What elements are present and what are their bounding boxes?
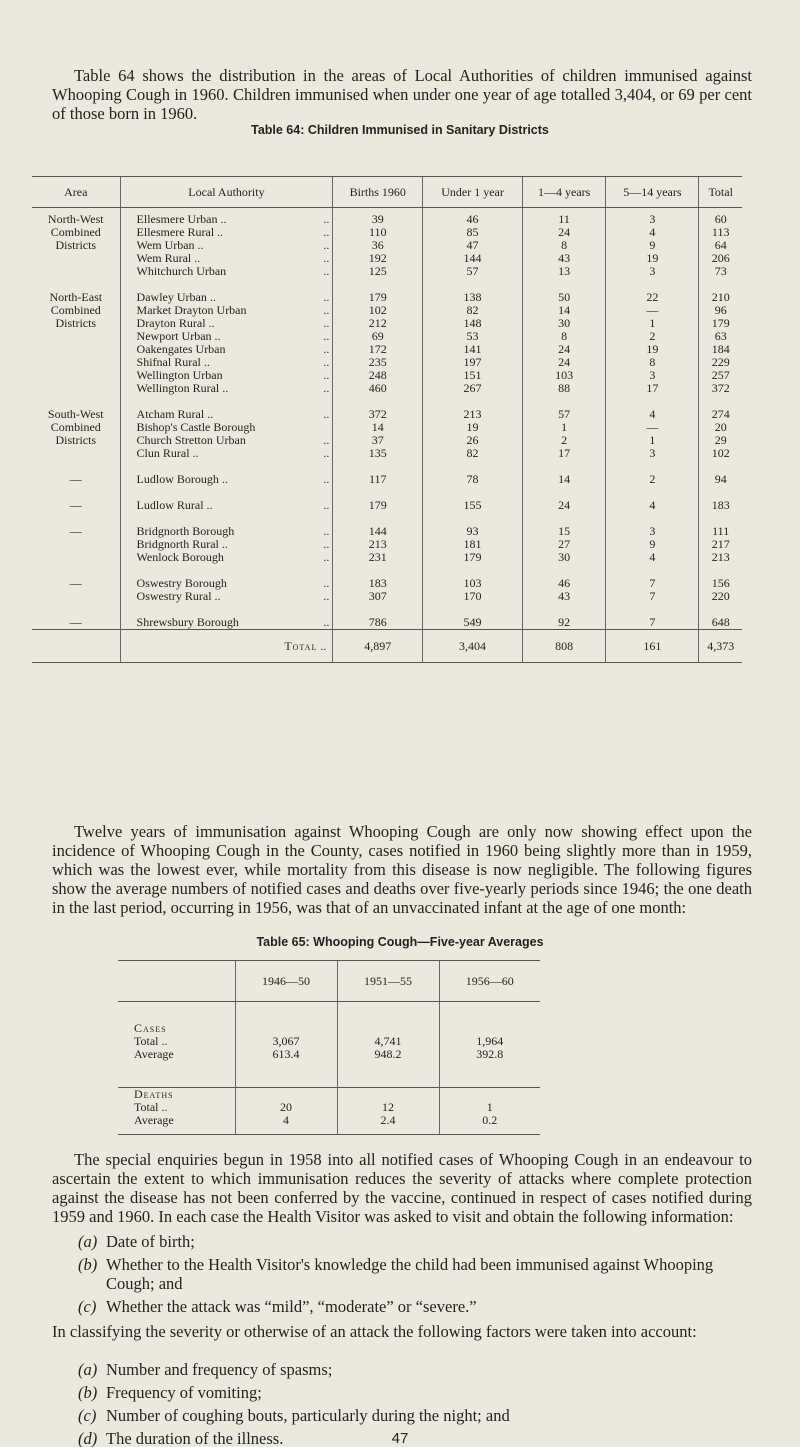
authority-name: Ellesmere Urban .. bbox=[136, 212, 227, 226]
number-cell: 4 bbox=[606, 551, 699, 564]
cell: 12 bbox=[337, 1101, 439, 1114]
leader-dots: .. bbox=[323, 498, 330, 512]
row-label: Total .. bbox=[134, 1100, 168, 1114]
number-cell: 94 bbox=[699, 473, 742, 486]
total-row bbox=[32, 630, 742, 663]
item-marker: (c) bbox=[78, 1297, 97, 1316]
number-cell: 183 bbox=[333, 577, 423, 590]
number-cell: 15 bbox=[522, 525, 606, 538]
number-cell: 170 bbox=[423, 590, 523, 603]
number-cell: 213 bbox=[699, 551, 742, 564]
number-cell: 2 bbox=[522, 434, 606, 447]
number-cell: 2 bbox=[606, 330, 699, 343]
number-cell: 3 bbox=[606, 208, 699, 227]
number-cell: 231 bbox=[333, 551, 423, 564]
area-cell: North-West bbox=[47, 212, 104, 226]
local-authority-cell bbox=[120, 208, 333, 227]
item-marker: (c) bbox=[78, 1406, 97, 1425]
number-cell: 179 bbox=[699, 317, 742, 330]
number-cell: 20 bbox=[699, 421, 742, 434]
total-value: 808 bbox=[522, 630, 606, 663]
area-cell bbox=[32, 356, 120, 369]
item-text: Frequency of vomiting; bbox=[106, 1383, 262, 1402]
number-cell: 19 bbox=[606, 252, 699, 265]
area-cell: — bbox=[69, 615, 82, 629]
cell: 4,741 bbox=[337, 1035, 439, 1048]
column-header: Under 1 year bbox=[423, 177, 523, 208]
table-64 bbox=[32, 176, 742, 663]
list-item bbox=[78, 1360, 758, 1379]
paragraph-3: The special enquiries begun in 1958 into all notified cases of Whooping Cough in an endeavour to ascertain the extent to which immunisation reduces the severity of attacks where complete protection against the disease has not been conferred by the vaccine, continued in respect of cases notified during 1959 and 1960. In each case the Health Visitor was asked to visit and obtain the following information: bbox=[52, 1150, 752, 1226]
number-cell: 7 bbox=[606, 590, 699, 603]
number-cell: 1 bbox=[522, 421, 606, 434]
column-header: 1—4 years bbox=[522, 177, 606, 208]
number-cell: 50 bbox=[522, 291, 606, 304]
number-cell: 156 bbox=[699, 577, 742, 590]
item-text: Number of coughing bouts, particularly during the night; and bbox=[106, 1406, 510, 1425]
table-64-caption: Table 64: Children Immunised in Sanitary Districts bbox=[251, 123, 549, 137]
number-cell: 8 bbox=[522, 330, 606, 343]
item-marker: (b) bbox=[78, 1255, 98, 1274]
number-cell: 29 bbox=[699, 434, 742, 447]
leader-dots: .. bbox=[323, 212, 330, 226]
leader-dots: .. bbox=[323, 225, 330, 239]
number-cell: 110 bbox=[333, 226, 423, 239]
area-cell: Districts bbox=[55, 316, 97, 330]
number-cell: 192 bbox=[333, 252, 423, 265]
authority-name: Whitchurch Urban bbox=[136, 264, 227, 278]
local-authority-cell bbox=[120, 590, 333, 603]
area-cell: — bbox=[69, 576, 82, 590]
number-cell: 372 bbox=[699, 382, 742, 395]
local-authority-cell bbox=[120, 551, 333, 564]
area-cell: — bbox=[69, 498, 82, 512]
item-marker: (d) bbox=[78, 1429, 98, 1447]
number-cell: 85 bbox=[423, 226, 523, 239]
leader-dots: .. bbox=[323, 290, 330, 304]
table-row bbox=[32, 447, 742, 460]
number-cell: 235 bbox=[333, 356, 423, 369]
area-cell: Combined bbox=[50, 225, 101, 239]
leader-dots: .. bbox=[323, 589, 330, 603]
total-label-cell bbox=[120, 630, 333, 663]
area-cell bbox=[32, 538, 120, 551]
number-cell: 179 bbox=[333, 291, 423, 304]
number-cell: 3 bbox=[606, 525, 699, 538]
number-cell: 172 bbox=[333, 343, 423, 356]
leader-dots: .. bbox=[320, 638, 327, 653]
col-header: 1956—60 bbox=[439, 961, 540, 1002]
number-cell: 786 bbox=[333, 616, 423, 630]
authority-name: Market Drayton Urban bbox=[136, 303, 247, 317]
number-cell: 46 bbox=[522, 577, 606, 590]
number-cell: 92 bbox=[522, 616, 606, 630]
cell: 2.4 bbox=[337, 1114, 439, 1135]
number-cell: 179 bbox=[423, 551, 523, 564]
number-cell: 14 bbox=[522, 304, 606, 317]
leader-dots: .. bbox=[323, 446, 330, 460]
table-row bbox=[32, 499, 742, 512]
leader-dots: .. bbox=[323, 433, 330, 447]
authority-name: Shrewsbury Borough bbox=[136, 615, 239, 629]
number-cell: 135 bbox=[333, 447, 423, 460]
item-text: Number and frequency of spasms; bbox=[106, 1360, 333, 1379]
number-cell: 1 bbox=[606, 317, 699, 330]
cell: 0.2 bbox=[439, 1114, 540, 1135]
list-item bbox=[78, 1297, 758, 1316]
number-cell: 93 bbox=[423, 525, 523, 538]
cell: 4 bbox=[235, 1114, 337, 1135]
leader-dots: .. bbox=[323, 537, 330, 551]
number-cell: 648 bbox=[699, 616, 742, 630]
number-cell: 17 bbox=[606, 382, 699, 395]
authority-name: Shifnal Rural .. bbox=[136, 355, 210, 369]
paragraph-4: In classifying the severity or otherwise of an attack the following factors were taken into account: bbox=[52, 1322, 697, 1341]
number-cell: 138 bbox=[423, 291, 523, 304]
number-cell: 151 bbox=[423, 369, 523, 382]
number-cell: 8 bbox=[522, 239, 606, 252]
number-cell: 144 bbox=[333, 525, 423, 538]
number-cell: 7 bbox=[606, 616, 699, 630]
area-cell bbox=[32, 265, 120, 278]
number-cell: 102 bbox=[699, 447, 742, 460]
number-cell: 24 bbox=[522, 343, 606, 356]
number-cell: — bbox=[606, 304, 699, 317]
list-item bbox=[78, 1255, 758, 1293]
number-cell: 1 bbox=[606, 434, 699, 447]
leader-dots: .. bbox=[323, 316, 330, 330]
number-cell: 47 bbox=[423, 239, 523, 252]
number-cell: 274 bbox=[699, 408, 742, 421]
item-marker: (b) bbox=[78, 1383, 98, 1402]
authority-name: Wem Urban .. bbox=[136, 238, 204, 252]
item-text: Whether to the Health Visitor's knowledge the child had been immunised against Whooping Cough; and bbox=[106, 1255, 714, 1293]
number-cell: 206 bbox=[699, 252, 742, 265]
number-cell: 212 bbox=[333, 317, 423, 330]
authority-name: Dawley Urban .. bbox=[136, 290, 216, 304]
leader-dots: .. bbox=[323, 329, 330, 343]
area-cell bbox=[32, 369, 120, 382]
number-cell: 64 bbox=[699, 239, 742, 252]
total-value: 4,373 bbox=[699, 630, 742, 663]
table-row bbox=[32, 473, 742, 486]
number-cell: 46 bbox=[423, 208, 523, 227]
leader-dots: .. bbox=[323, 524, 330, 538]
leader-dots: .. bbox=[323, 550, 330, 564]
number-cell: 39 bbox=[333, 208, 423, 227]
number-cell: 24 bbox=[522, 226, 606, 239]
number-cell: 9 bbox=[606, 239, 699, 252]
local-authority-cell bbox=[120, 447, 333, 460]
empty-cell bbox=[32, 630, 120, 663]
number-cell: 11 bbox=[522, 208, 606, 227]
authority-name: Wellington Rural .. bbox=[136, 381, 229, 395]
area-cell: — bbox=[69, 472, 82, 486]
number-cell: 220 bbox=[699, 590, 742, 603]
number-cell: 267 bbox=[423, 382, 523, 395]
column-header: Area bbox=[32, 177, 120, 208]
authority-name: Atcham Rural .. bbox=[136, 407, 214, 421]
area-cell bbox=[32, 330, 120, 343]
number-cell: 43 bbox=[522, 590, 606, 603]
total-value: 3,404 bbox=[423, 630, 523, 663]
area-cell: — bbox=[69, 524, 82, 538]
column-header: Local Authority bbox=[120, 177, 333, 208]
column-header: 5—14 years bbox=[606, 177, 699, 208]
table-row bbox=[32, 616, 742, 630]
authority-name: Bishop's Castle Borough bbox=[136, 420, 256, 434]
area-cell: Combined bbox=[50, 303, 101, 317]
area-cell bbox=[32, 252, 120, 265]
authority-name: Oakengates Urban bbox=[136, 342, 226, 356]
table-65-caption: Table 65: Whooping Cough—Five-year Averages bbox=[256, 935, 544, 949]
table-row bbox=[32, 265, 742, 278]
number-cell: 19 bbox=[423, 421, 523, 434]
number-cell: 30 bbox=[522, 551, 606, 564]
area-cell: North-East bbox=[49, 290, 103, 304]
number-cell: 183 bbox=[699, 499, 742, 512]
number-cell: 155 bbox=[423, 499, 523, 512]
number-cell: 19 bbox=[606, 343, 699, 356]
number-cell: 184 bbox=[699, 343, 742, 356]
number-cell: 4 bbox=[606, 226, 699, 239]
number-cell: 4 bbox=[606, 408, 699, 421]
number-cell: 257 bbox=[699, 369, 742, 382]
col-header: 1951—55 bbox=[337, 961, 439, 1002]
cell: 1,964 bbox=[439, 1035, 540, 1048]
number-cell: 53 bbox=[423, 330, 523, 343]
number-cell: 78 bbox=[423, 473, 523, 486]
total-label: Total bbox=[284, 638, 318, 653]
number-cell: 213 bbox=[423, 408, 523, 421]
number-cell: 60 bbox=[699, 208, 742, 227]
number-cell: 372 bbox=[333, 408, 423, 421]
number-cell: 179 bbox=[333, 499, 423, 512]
number-cell: 88 bbox=[522, 382, 606, 395]
number-cell: 26 bbox=[423, 434, 523, 447]
area-cell bbox=[32, 590, 120, 603]
number-cell: 141 bbox=[423, 343, 523, 356]
authority-name: Ludlow Rural .. bbox=[136, 498, 213, 512]
authority-name: Clun Rural .. bbox=[136, 446, 199, 460]
row-label: Average bbox=[134, 1047, 174, 1061]
leader-dots: .. bbox=[323, 355, 330, 369]
authority-name: Ellesmere Rural .. bbox=[136, 225, 224, 239]
number-cell: 117 bbox=[333, 473, 423, 486]
number-cell: 57 bbox=[423, 265, 523, 278]
table-row bbox=[32, 382, 742, 395]
authority-name: Church Stretton Urban bbox=[136, 433, 246, 447]
authority-name: Wenlock Borough bbox=[136, 550, 224, 564]
total-value: 161 bbox=[606, 630, 699, 663]
number-cell: 63 bbox=[699, 330, 742, 343]
local-authority-cell bbox=[120, 473, 333, 486]
number-cell: 37 bbox=[333, 434, 423, 447]
number-cell: 111 bbox=[699, 525, 742, 538]
authority-name: Wem Rural .. bbox=[136, 251, 201, 265]
number-cell: 460 bbox=[333, 382, 423, 395]
cell: 613.4 bbox=[235, 1048, 337, 1061]
item-text: The duration of the illness. bbox=[106, 1429, 284, 1447]
list-item bbox=[78, 1406, 758, 1425]
leader-dots: .. bbox=[323, 238, 330, 252]
area-cell bbox=[32, 343, 120, 356]
column-header: Total bbox=[699, 177, 742, 208]
number-cell: 102 bbox=[333, 304, 423, 317]
number-cell: 2 bbox=[606, 473, 699, 486]
local-authority-cell bbox=[120, 265, 333, 278]
cell: 3,067 bbox=[235, 1035, 337, 1048]
paragraph-2: Twelve years of immunisation against Whooping Cough are only now showing effect upon the incidence of Whooping Cough in the County, cases notified in 1960 being slightly more than in 1959, which was the lowest ever, while mortality from this disease is now negligible. The following figures show the average numbers of notified cases and deaths over five-yearly periods since 1946; the one death in the last period, occurring in 1956, was that of an unvaccinated infant at the age of one month: bbox=[52, 822, 752, 917]
leader-dots: .. bbox=[323, 303, 330, 317]
number-cell: 30 bbox=[522, 317, 606, 330]
number-cell: 181 bbox=[423, 538, 523, 551]
number-cell: 125 bbox=[333, 265, 423, 278]
number-cell: 24 bbox=[522, 499, 606, 512]
authority-name: Wellington Urban bbox=[136, 368, 223, 382]
local-authority-cell bbox=[120, 499, 333, 512]
number-cell: 197 bbox=[423, 356, 523, 369]
cell: 948.2 bbox=[337, 1048, 439, 1061]
area-cell bbox=[32, 551, 120, 564]
number-cell: 17 bbox=[522, 447, 606, 460]
area-cell bbox=[32, 382, 120, 395]
table-row bbox=[32, 208, 742, 227]
deaths-heading: Deaths bbox=[118, 1088, 235, 1102]
row-label: Average bbox=[118, 1114, 235, 1135]
number-cell: 549 bbox=[423, 616, 523, 630]
number-cell: 57 bbox=[522, 408, 606, 421]
page-number: 47 bbox=[391, 1430, 409, 1447]
table-65 bbox=[118, 960, 540, 1135]
total-value: 4,897 bbox=[333, 630, 423, 663]
authority-name: Oswestry Borough bbox=[136, 576, 227, 590]
intro-paragraph: Table 64 shows the distribution in the areas of Local Authorities of children immunised against Whooping Cough in 1960. Children immunised when under one year of age totalled 3,404, or 69 per cent of those born in 1960. bbox=[52, 66, 752, 123]
number-cell: 3 bbox=[606, 265, 699, 278]
authority-name: Newport Urban .. bbox=[136, 329, 221, 343]
number-cell: 14 bbox=[333, 421, 423, 434]
number-cell: 8 bbox=[606, 356, 699, 369]
leader-dots: .. bbox=[323, 264, 330, 278]
local-authority-cell bbox=[120, 382, 333, 395]
cell: 20 bbox=[235, 1101, 337, 1114]
number-cell: 36 bbox=[333, 239, 423, 252]
number-cell: 113 bbox=[699, 226, 742, 239]
authority-name: Ludlow Borough .. bbox=[136, 472, 228, 486]
number-cell: 24 bbox=[522, 356, 606, 369]
number-cell: 144 bbox=[423, 252, 523, 265]
number-cell: 9 bbox=[606, 538, 699, 551]
leader-dots: .. bbox=[323, 251, 330, 265]
number-cell: 3 bbox=[606, 447, 699, 460]
cases-heading: Cases bbox=[134, 1021, 167, 1035]
number-cell: 103 bbox=[522, 369, 606, 382]
area-cell: Districts bbox=[55, 238, 97, 252]
number-cell: 248 bbox=[333, 369, 423, 382]
number-cell: 210 bbox=[699, 291, 742, 304]
number-cell: 3 bbox=[606, 369, 699, 382]
number-cell: 96 bbox=[699, 304, 742, 317]
area-cell bbox=[32, 447, 120, 460]
column-header: Births 1960 bbox=[333, 177, 423, 208]
item-marker: (a) bbox=[78, 1360, 98, 1379]
number-cell: 307 bbox=[333, 590, 423, 603]
item-marker: (a) bbox=[78, 1232, 98, 1251]
number-cell: 4 bbox=[606, 499, 699, 512]
authority-name: Oswestry Rural .. bbox=[136, 589, 221, 603]
number-cell: — bbox=[606, 421, 699, 434]
number-cell: 217 bbox=[699, 538, 742, 551]
area-cell: South-West bbox=[47, 407, 104, 421]
authority-name: Drayton Rural .. bbox=[136, 316, 215, 330]
number-cell: 22 bbox=[606, 291, 699, 304]
number-cell: 148 bbox=[423, 317, 523, 330]
leader-dots: .. bbox=[323, 368, 330, 382]
area-cell: Combined bbox=[50, 420, 101, 434]
number-cell: 82 bbox=[423, 447, 523, 460]
local-authority-cell bbox=[120, 616, 333, 630]
leader-dots: .. bbox=[323, 342, 330, 356]
cell: 1 bbox=[439, 1101, 540, 1114]
cell: 392.8 bbox=[439, 1048, 540, 1061]
table-row bbox=[32, 551, 742, 564]
leader-dots: .. bbox=[323, 472, 330, 486]
number-cell: 43 bbox=[522, 252, 606, 265]
leader-dots: .. bbox=[323, 576, 330, 590]
table-row bbox=[32, 590, 742, 603]
number-cell: 13 bbox=[522, 265, 606, 278]
area-cell: Districts bbox=[55, 433, 97, 447]
list-item bbox=[78, 1232, 758, 1251]
item-text: Whether the attack was “mild”, “moderate” or “severe.” bbox=[106, 1297, 477, 1316]
col-header: 1946—50 bbox=[235, 961, 337, 1002]
number-cell: 229 bbox=[699, 356, 742, 369]
number-cell: 27 bbox=[522, 538, 606, 551]
list-item bbox=[78, 1383, 758, 1402]
leader-dots: .. bbox=[323, 407, 330, 421]
row-label: Total .. bbox=[134, 1034, 168, 1048]
information-list bbox=[78, 1232, 758, 1320]
number-cell: 103 bbox=[423, 577, 523, 590]
item-text: Date of birth; bbox=[106, 1232, 195, 1251]
number-cell: 213 bbox=[333, 538, 423, 551]
number-cell: 82 bbox=[423, 304, 523, 317]
number-cell: 14 bbox=[522, 473, 606, 486]
number-cell: 73 bbox=[699, 265, 742, 278]
authority-name: Bridgnorth Rural .. bbox=[136, 537, 228, 551]
leader-dots: .. bbox=[323, 615, 330, 629]
number-cell: 69 bbox=[333, 330, 423, 343]
leader-dots: .. bbox=[323, 381, 330, 395]
number-cell: 7 bbox=[606, 577, 699, 590]
authority-name: Bridgnorth Borough bbox=[136, 524, 235, 538]
